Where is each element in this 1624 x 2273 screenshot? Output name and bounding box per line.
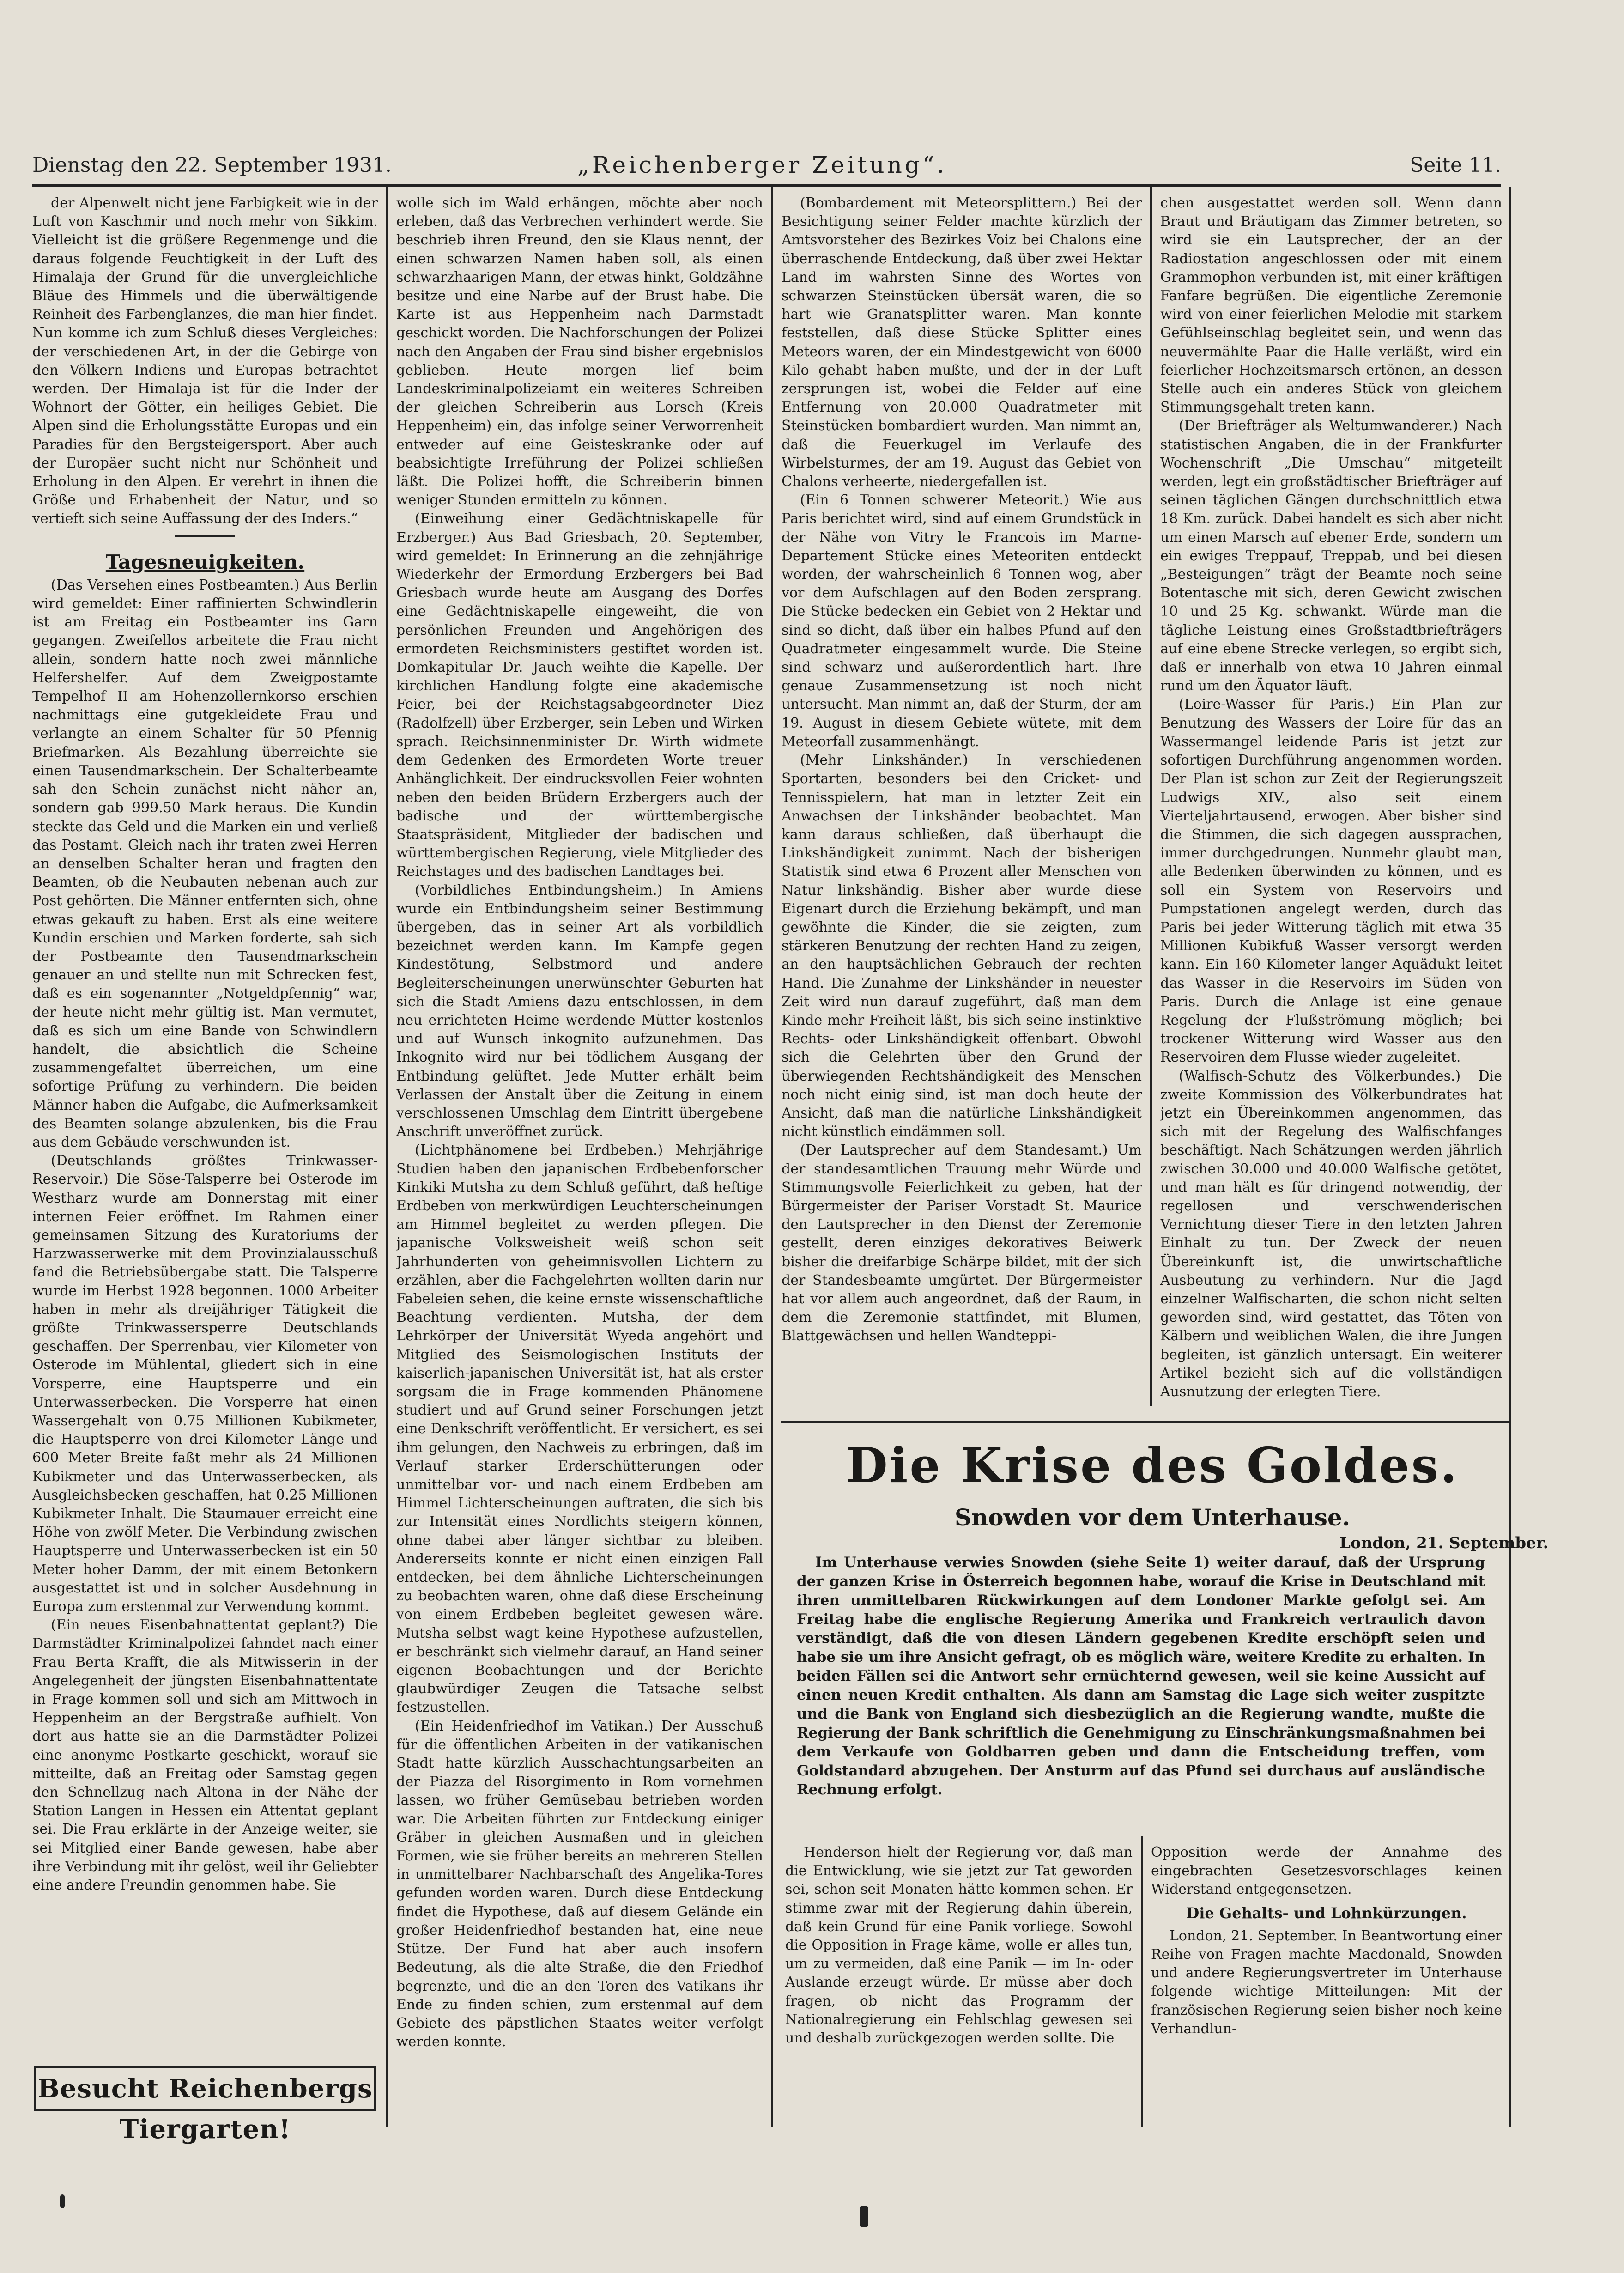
column-rule [1150, 187, 1152, 1406]
article-subheadline: Snowden vor dem Unterhause. [954, 1504, 1351, 1531]
news-item: (Lichtphänomene bei Erdbeben.) Mehrjährige Studien haben den japanischen Erdbebenforscher Kinkiki Mutsha zu dem Schluß geführt, daß heftige Erdbeben von merkwürdigen Leuchterscheinungen am Himmel begleitet zu werden pflegen. Die japanische Volksweisheit weiß schon seit Jahrhunderten von geheimnisvollen Lichtern zu erzählen, aber die Fachgelehrten wollten darin nur Fabeleien sehen, die keine ernste wissenschaftliche Beachtung verdienten. Mutsha, der dem Lehrkörper der Universität Wyeda angehört und Mitglied des Seismologischen Instituts der kaiserlich-japanischen Universität ist, hat als erster sorgsam die in Frage kommenden Phänomene studiert und auf Grund seiner Forschungen jetzt eine Denkschrift veröffentlicht. Er versichert, es sei ihm gelungen, den Nachweis zu erbringen, daß im Verlauf starker Erderschütterungen oder unmittelbar vor- und nach einem Erdbeben am Himmel Lichterscheinungen auftraten, die sich bis zur Intensität eines Nordlichts steigern können, ohne dabei aber länger sichtbar zu bleiben. Andererseits konnte er nicht einen einzigen Fall entdecken, bei dem ähnliche Lichterscheinungen zu beobachten waren, ohne daß diese Erscheinung von einem Erdbeben begleitet gewesen wäre. Mutsha selbst wagt keine Hypothese aufzustellen, er beschränkt sich vielmehr darauf, an Hand seiner eigenen Beobachtungen und der Berichte glaubwürdiger Zeugen die Tatsache selbst festzustellen. [396, 1142, 763, 1716]
news-item: chen ausgestattet werden soll. Wenn dann Braut und Bräutigam das Zimmer betreten, so wird sie ein Lautsprecher, der an der Radiostation angeschlossen oder mit einem Grammophon verbunden ist, mit einer kräftigen Fanfare begrüßen. Die eigentliche Zeremonie wird von einer feierlichen Melodie mit starkem Gefühlseinschlag begleitet sein, und wenn das neuvermählte Paar die Halle verläßt, wird ein feierlicher Hochzeitsmarsch ertönen, an dessen Stelle auch ein anderes Stück von gleichem Stimmungsgehalt treten kann. [1160, 195, 1502, 416]
news-item: (Deutschlands größtes Trinkwasser-Reservoir.) Die Söse-Talsperre bei Osterode im Westharz wurde am Donnerstag mit einer internen Feier eröffnet. Im Rahmen einer gemeinsamen Sitzung des Kuratoriums der Harzwasserwerke mit dem Provinzialausschuß fand die Betriebsübergabe statt. Die Talsperre wurde im Herbst 1928 begonnen. 1000 Arbeiter haben in mehr als dreijähriger Tätigkeit die größte Trinkwassersperre Deutschlands geschaffen. Der Sperrenbau, vier Kilometer von Osterode im Mühlental, gliedert sich in eine Vorsperre, eine Hauptsperre und ein Unterwasserbecken. Die Vorsperre hat einen Wassergehalt von 0.75 Millionen Kubikmeter, die Hauptsperre von drei Kilometer Länge und 600 Meter Breite faßt mehr als 24 Millionen Kubikmeter und das Unterwasserbecken, als Ausgleichsbecken geschaffen, hat 0.25 Millionen Kubikmeter Inhalt. Die Staumauer erreicht eine Höhe von zwölf Meter. Die Verbindung zwischen Hauptsperre und Unterwasserbecken ist ein 50 Meter hoher Damm, der mit einem Betonkern ausgestattet ist und in solcher Ausdehnung in Europa zum erstenmal zur Verwendung kommt. [32, 1153, 378, 1615]
news-item: (Mehr Linkshänder.) In verschiedenen Sportarten, besonders bei den Cricket- und Tennisspielern, hat man in letzter Zeit ein Anwachsen der Linkshänder beobachtet. Man kann daraus schließen, daß überhaupt die Linkshändigkeit zunimmt. Nach der bisherigen Statistik sind etwa 6 Prozent aller Menschen von Natur linkshändig. Bisher aber wurde diese Eigenart durch die Erziehung bekämpft, und man gewöhnte die Kinder, die sie zeigten, zum stärkeren Benutzung der rechten Hand zu zeigen, an den hauptsächlichen Gebrauch der rechten Hand. Die Zunahme der Linkshänder in neuester Zeit wird nun darauf zugeführt, daß man dem Kinde mehr Freiheit läßt, bis sich seine instinktive Rechts- oder Linkshändigkeit offenbart. Obwohl sich die Gelehrten über den Grund der überwiegenden Rechtshändigkeit des Menschen noch nicht einig sind, ist man doch heute der Ansicht, daß man die natürliche Linkshändigkeit nicht künstlich eindämmen soll. [782, 752, 1142, 1140]
article-paragraph: Henderson hielt der Regierung vor, daß man die Entwicklung, wie sie jetzt zur Tat geworden sei, schon seit Monaten hätte kommen sehen. Er stimme zwar mit der Regierung dahin überein, daß kein Grund für eine Panik vorliege. Sowohl die Opposition in Frage käme, wolle er alles tun, um zu vermeiden, daß eine Panik — im In- oder Auslande erzeugt würde. Er müsse aber doch fragen, ob nicht das Programm der Nationalregierung ein Fehlschlag gewesen sei und deshalb zurückgezogen werden sollte. Die [785, 1844, 1133, 2047]
news-item: (Ein 6 Tonnen schwerer Meteorit.) Wie aus Paris berichtet wird, sind auf einem Grundstück in der Nähe von Vitry le Francois im Marne-Departement Stücke eines Meteoriten entdeckt worden, der wahrscheinlich 6 Tonnen wog, aber vor dem Aufschlagen auf den Boden zersprang. Die Stücke bedecken ein Gebiet von 2 Hektar und sind so dicht, daß über ein halbes Pfund auf den Quadratmeter eingesammelt wurde. Die Steine sind schwarz und außerordentlich hart. Ihre genaue Zusammensetzung ist noch nicht untersucht. Man nimmt an, daß der Sturm, der am 19. August in diesem Gebiete wütete, mit dem Meteorfall zusammenhängt. [782, 492, 1142, 750]
section-divider [175, 535, 235, 537]
news-item: (Ein neues Eisenbahnattentat geplant?) Die Darmstädter Kriminalpolizei fahndet nach einer Frau Berta Krafft, die als Mitwisserin in der Angelegenheit der jüngsten Eisenbahnattentate in Frage kommen soll und sich am Mittwoch in Heppenheim an der Bergstraße aufhielt. Von dort aus hatte sie an die Darmstädter Polizei eine anonyme Postkarte geschickt, worauf sie mitteilte, daß an Freitag oder Samstag gegen den Schnellzug nach Altona in der Nähe der Station Langen in Hessen ein Attentat geplant sei. Die Frau erklärte in der Anzeige weiter, sie sei Mitglied einer Bande gewesen, habe aber ihre Verbindung mit ihr gelöst, weil ihr Geliebter eine andere Freundin genommen habe. Sie [32, 1617, 378, 1894]
column-rule [771, 187, 773, 2127]
article-column-left [785, 1843, 1133, 2121]
news-item: (Vorbildliches Entbindungsheim.) In Amiens wurde ein Entbindungsheim seiner Bestimmung übergeben, das in seiner Art als vorbildlich bezeichnet werden kann. Im Kampfe gegen Kindestötung, Selbstmord und andere Begleiterscheinungen unerwünschter Geburten hat sich die Stadt Amiens dazu entschlossen, in dem neu errichteten Heime werdende Mütter kostenlos und auf Wunsch inkognito aufzunehmen. Das Inkognito wird nur bei tödlichem Ausgang der Entbindung gelüftet. Jede Mutter erhält beim Verlassen der Anstalt über die Zeitung in einem verschlossenen Umschlag dem Eintritt übergebene Anschrift unveröffnet zurück. [396, 882, 763, 1140]
ink-speck [60, 2194, 65, 2208]
header-rule [32, 184, 1501, 187]
column-1 [32, 194, 378, 2056]
essay-ending: der Alpenwelt nicht jene Farbigkeit wie in der Luft von Kaschmir und noch mehr von Sikkim. Vielleicht ist die größere Regenmenge und die daraus folgende Feuchtigkeit in der Luft des Himalaja der Grund für die unvergleichliche Bläue des Himmels und die überwältigende Reinheit des Farbenglanzes, die man hier findet. Nun komme ich zum Schluß dieses Vergleiches: der verschiedenen Art, in der die Gebirge von den Völkern Indiens und Europas betrachtet werden. Der Himalaja ist für die Inder der Wohnort der Götter, ein heiliges Gebiet. Die Alpen sind die Erholungsstätte Europas und ein Paradies für den Bergsteigersport. Aber auch der Europäer sucht nicht nur Schönheit und Erholung in den Alpen. Er verehrt in ihnen die Größe und Erhabenheit der Natur, und so vertieft sich seine Auffassung der des Inders.“ [32, 195, 378, 527]
article-subsection-title: Die Gehalts- und Lohnkürzungen. [1186, 1904, 1467, 1922]
header-page-number: Seite 11. [1410, 153, 1501, 177]
news-item: (Das Versehen eines Postbeamten.) Aus Berlin wird gemeldet: Einer raffinierten Schwindlerin ist am Freitag ein Postbeamter ins Garn gegangen. Zweifellos arbeitete die Frau nicht allein, sondern hatte noch zwei männliche Helfershelfer. Auf dem Zweigpostamte Tempelhof II am Hohenzollernkorso erschien nachmittags eine gutgekleidete Frau und verlangte an einem Schalter für 50 Pfennig Briefmarken. Als Bezahlung überreichte sie einen Tausendmarkschein. Der Schalterbeamte sah den Schein zunächst nicht näher an, sondern gab 999.50 Mark heraus. Die Kundin steckte das Geld und die Marken ein und verließ das Postamt. Gleich nach ihr traten zwei Herren an denselben Schalter heran und fragten den Beamten, ob die Neubauten nebenan auch zur Post gehörten. Die Männer entfernten sich, ohne etwas gekauft zu haben. Erst als eine weitere Kundin erschien und Marken forderte, sah sich der Postbeamte den Tausendmarkschein genauer an und stellte nun mit Schrecken fest, daß es ein sogenannter „Notgeldpfennig“ war, der heute nicht mehr gültig ist. Man vermutet, daß es sich um eine Bande von Schwindlern handelt, die absichtlich die Scheine zusammengefaltet überreichen, um eine sofortige Prüfung zu verhindern. Die beiden Männer haben die Aufgabe, die Aufmerksamkeit des Beamten solange abzulenken, bis die Frau aus dem Gebäude verschwunden ist. [32, 577, 378, 1150]
article-paragraph: London, 21. September. In Beantwortung einer Reihe von Fragen machte Macdonald, Snowden und andere Regierungsvertreter im Unterhause folgende wichtige Mitteilungen: Mit der französischen Regierung seien bisher noch keine Verhandlun- [1151, 1927, 1502, 2037]
tiergarten-advertisement: Besucht Reichenbergs Tiergarten! [34, 2066, 376, 2111]
section-title: Tagesneuigkeiten. [105, 550, 305, 573]
article-lead [797, 1553, 1485, 1799]
column-3 [782, 194, 1142, 1414]
ink-speck [860, 2206, 868, 2227]
article-lead-text: Im Unterhause verwies Snowden (siehe Seite 1) weiter darauf, daß der Ursprung der ganzen Krise in Österreich begonnen habe, worauf die Krise in Deutschland mit ihren unmittelbaren Rückwirkungen auf dem Londoner Markte gefolgt sei. Am Freitag habe die englische Regierung Amerika und Frankreich vertraulich davon verständigt, daß die von diesen Ländern gegebenen Kredite erschöpft seien und habe sie um ihre Ansicht gefragt, ob es möglich wäre, weitere Kredite zu erhalten. In beiden Fällen sei die Antwort sehr ernüchternd gewesen, weil sie keine Aussicht auf einen neuen Kredit enthalten. Als dann am Samstag die Lage sich weiter zuspitzte und die Bank von England sich diesbezüglich an die Regierung wandte, mußte die Regierung der Bank schriftlich die Genehmigung zu Einschränkungsmaßnahmen bei dem Verkaufe von Goldbarren geben und dann die Entscheidung treffen, vom Goldstandard abzugehen. Der Ansturm auf das Pfund sei durchaus auf ausländische Rechnung erfolgt. [797, 1554, 1485, 1798]
news-item: (Bombardement mit Meteorsplittern.) Bei der Besichtigung seiner Felder machte kürzlich der Amtsvorsteher des Bezirkes Voiz bei Chalons eine überraschende Entdeckung, daß über zwei Hektar Land im wahrsten Sinne des Wortes von schwarzen Steinstücken übersät waren, die so hart wie Granatsplitter waren. Man konnte feststellen, daß diese Stücke Splitter eines Meteors waren, der ein Mindestgewicht von 6000 Kilo gehabt haben mußte, und der in der Luft zersprungen ist, wobei die Felder auf eine Entfernung von 20.000 Quadratmeter mit Steinstücken bombardiert wurden. Man nimmt an, daß die Feuerkugel im Verlaufe des Wirbelsturmes, der am 19. August das Gebiet von Chalons verheerte, niedergefallen ist. [782, 195, 1142, 490]
column-rule [1509, 187, 1511, 2127]
column-rule [386, 187, 388, 2127]
article-headline: Die Krise des Goldes. [846, 1437, 1459, 1494]
column-4 [1160, 194, 1502, 1414]
column-2 [396, 194, 763, 2121]
article-column-right [1151, 1843, 1502, 2121]
page-header [32, 149, 1501, 184]
article-dateline: London, 21. September. [1339, 1534, 1549, 1552]
news-item: wolle sich im Wald erhängen, möchte aber noch erleben, daß das Verbrechen verhindert werde. Sie beschrieb ihren Freund, den sie Klaus nennt, der einen schwarzen Namen haben soll, als einen schwarzhaarigen Mann, der etwas hinkt, Goldzähne besitze und eine Narbe auf der Brust habe. Die Karte ist aus Heppenheim nach Darmstadt geschickt worden. Die Nachforschungen der Polizei nach den Angaben der Frau sind bisher ergebnislos geblieben. Heute morgen lief beim Landeskriminalpolizeiamt ein weiteres Schreiben der gleichen Schreiberin aus Lorsch (Kreis Heppenheim) ein, das infolge seiner Verworrenheit entweder auf eine Geisteskranke oder auf beabsichtigte Irreführung der Polizei schließen läßt. Die Polizei hofft, die Schreiberin binnen weniger Stunden ermitteln zu können. [396, 195, 763, 509]
news-item: (Loire-Wasser für Paris.) Ein Plan zur Benutzung des Wassers der Loire für das an Wassermangel leidende Paris ist jetzt zur sofortigen Durchführung angenommen worden. Der Plan ist schon zur Zeit der Regierungszeit Ludwigs XIV., also seit einem Vierteljahrtausend, erwogen. Aber bisher sind die Stimmen, die sich dagegen aussprachen, immer durchgedrungen. Nunmehr glaubt man, alle Bedenken überwinden zu können, und es soll ein System von Reservoirs und Pumpstationen angelegt werden, durch das Paris bei jeder Witterung täglich mit etwa 35 Millionen Kubikfuß Wasser versorgt werden kann. Ein 160 Kilometer langer Aquädukt leitet das Wasser in die Reservoirs im Süden von Paris. Durch die Anlage ist eine genaue Regelung der Flußströmung möglich; bei trockener Witterung wird Wasser aus den Reservoiren dem Flusse wieder zugeleitet. [1160, 696, 1502, 1066]
article-headline-block [781, 1437, 1524, 1531]
news-item: (Ein Heidenfriedhof im Vatikan.) Der Ausschuß für die öffentlichen Arbeiten in der vatikanischen Stadt hatte kürzlich Ausschachtungsarbeiten an der Piazza del Risorgimento in Rom vornehmen lassen, wo früher Gemüsebau betrieben worden war. Die Arbeiten führten zur Entdeckung einiger Gräber in gleichen Ausmaßen und in gleichen Formen, wie sie früher bereits an mehreren Stellen in unmittelbarer Nachbarschaft des Angelika-Tores gefunden worden waren. Durch diese Entdeckung findet die Hypothese, daß auf diesem Gelände ein großer Heidenfriedhof bestanden hat, eine neue Stütze. Der Fund hat aber auch insofern Bedeutung, als die alte Straße, die den Friedhof begrenzte, und die an den Toren des Vatikans ihr Ende zu finden schien, zum erstenmal auf dem Gebiete des päpstlichen Staates weiter verfolgt werden konnte. [396, 1718, 763, 2050]
news-item: (Walfisch-Schutz des Völkerbundes.) Die zweite Kommission des Völkerbundrates hat jetzt ein Übereinkommen angenommen, das sich mit der Regelung des Walfischfanges beschäftigt. Nach Schätzungen werden jährlich zwischen 30.000 und 40.000 Walfische getötet, und man hält es für dringend notwendig, der regellosen und verschwenderischen Vernichtung dieser Tiere in den letzten Jahren Einhalt zu tun. Der Zweck der neuen Übereinkunft ist, die unwirtschaftliche Ausbeutung zu verhindern. Nur die Jagd einzelner Walfischarten, die schon nicht selten geworden sind, wird gestattet, das Töten von Kälbern und weiblichen Walen, die ihre Jungen begleiten, ist gänzlich untersagt. Ein weiterer Artikel bezieht sich auf die vollständigen Ausnutzung der erlegten Tiere. [1160, 1068, 1502, 1400]
news-item: (Der Briefträger als Weltumwanderer.) Nach statistischen Angaben, die in der Frankfurter Wochenschrift „Die Umschau“ mitgeteilt werden, legt ein großstädtischer Briefträger auf seinen täglichen Gängen durchschnittlich etwa 18 Km. zurück. Dabei handelt es sich aber nicht um einen Marsch auf ebener Erde, sondern um ein ewiges Treppauf, Treppab, und bei diesen „Besteigungen“ trägt der Beamte noch seine Botentasche mit sich, deren Gewicht zwischen 10 und 25 Kg. schwankt. Würde man die tägliche Leistung eines Großstadtbriefträgers auf eine ebene Strecke verlegen, so ergibt sich, daß er innerhalb von etwa 10 Jahren einmal rund um den Äquator läuft. [1160, 418, 1502, 694]
header-date: Dienstag den 22. September 1931. [32, 153, 392, 177]
article-top-rule [781, 1421, 1509, 1423]
news-item: (Einweihung einer Gedächtniskapelle für Erzberger.) Aus Bad Griesbach, 20. September, wird gemeldet: In Erinnerung an die zehnjährige Wiederkehr der Ermordung Erzbergers bei Bad Griesbach wurde heute am Ausgang des Dorfes eine Gedächtniskapelle eingeweiht, die von persönlichen Freunden und Angehörigen des ermordeten Reichsministers gestiftet worden ist. Domkapitular Dr. Jauch weihte die Kapelle. Der kirchlichen Handlung folgte eine akademische Feier, bei der Reichstagsabgeordneter Diez (Radolfzell) über Erzberger, sein Leben und Wirken sprach. Reichsinnenminister Dr. Wirth widmete dem Gedenken des Ermordeten Worte treuer Anhänglichkeit. Der eindrucksvollen Feier wohnten neben den beiden Brüdern Erzbergers auch der badische und der württembergische Staatspräsident, Mitglieder der badischen und württembergischen Regierung, viele Mitglieder des Reichstages und des badischen Landtages bei. [396, 511, 763, 880]
article-column-rule [1141, 1836, 1143, 2127]
article-paragraph: Opposition werde der Annahme des eingebrachten Gesetzesvorschlages keinen Widerstand entgegensetzen. [1151, 1844, 1502, 1898]
header-title: „Reichenberger Zeitung“. [577, 152, 947, 178]
news-item: (Der Lautsprecher auf dem Standesamt.) Um der standesamtlichen Trauung mehr Würde und Stimmungsvolle Feierlichkeit zu geben, hat der Bürgermeister der Pariser Vorstadt St. Maurice den Lautsprecher in den Dienst der Zeremonie gestellt, deren einziges dekoratives Beiwerk bisher die dreifarbige Schärpe bildet, mit der sich der Standesbeamte umgürtet. Der Bürgermeister hat vor allem auch angeordnet, daß der Raum, in dem die Zeremonie stattfindet, mit Blumen, Blattgewächsen und hellen Wandteppi- [782, 1142, 1142, 1344]
